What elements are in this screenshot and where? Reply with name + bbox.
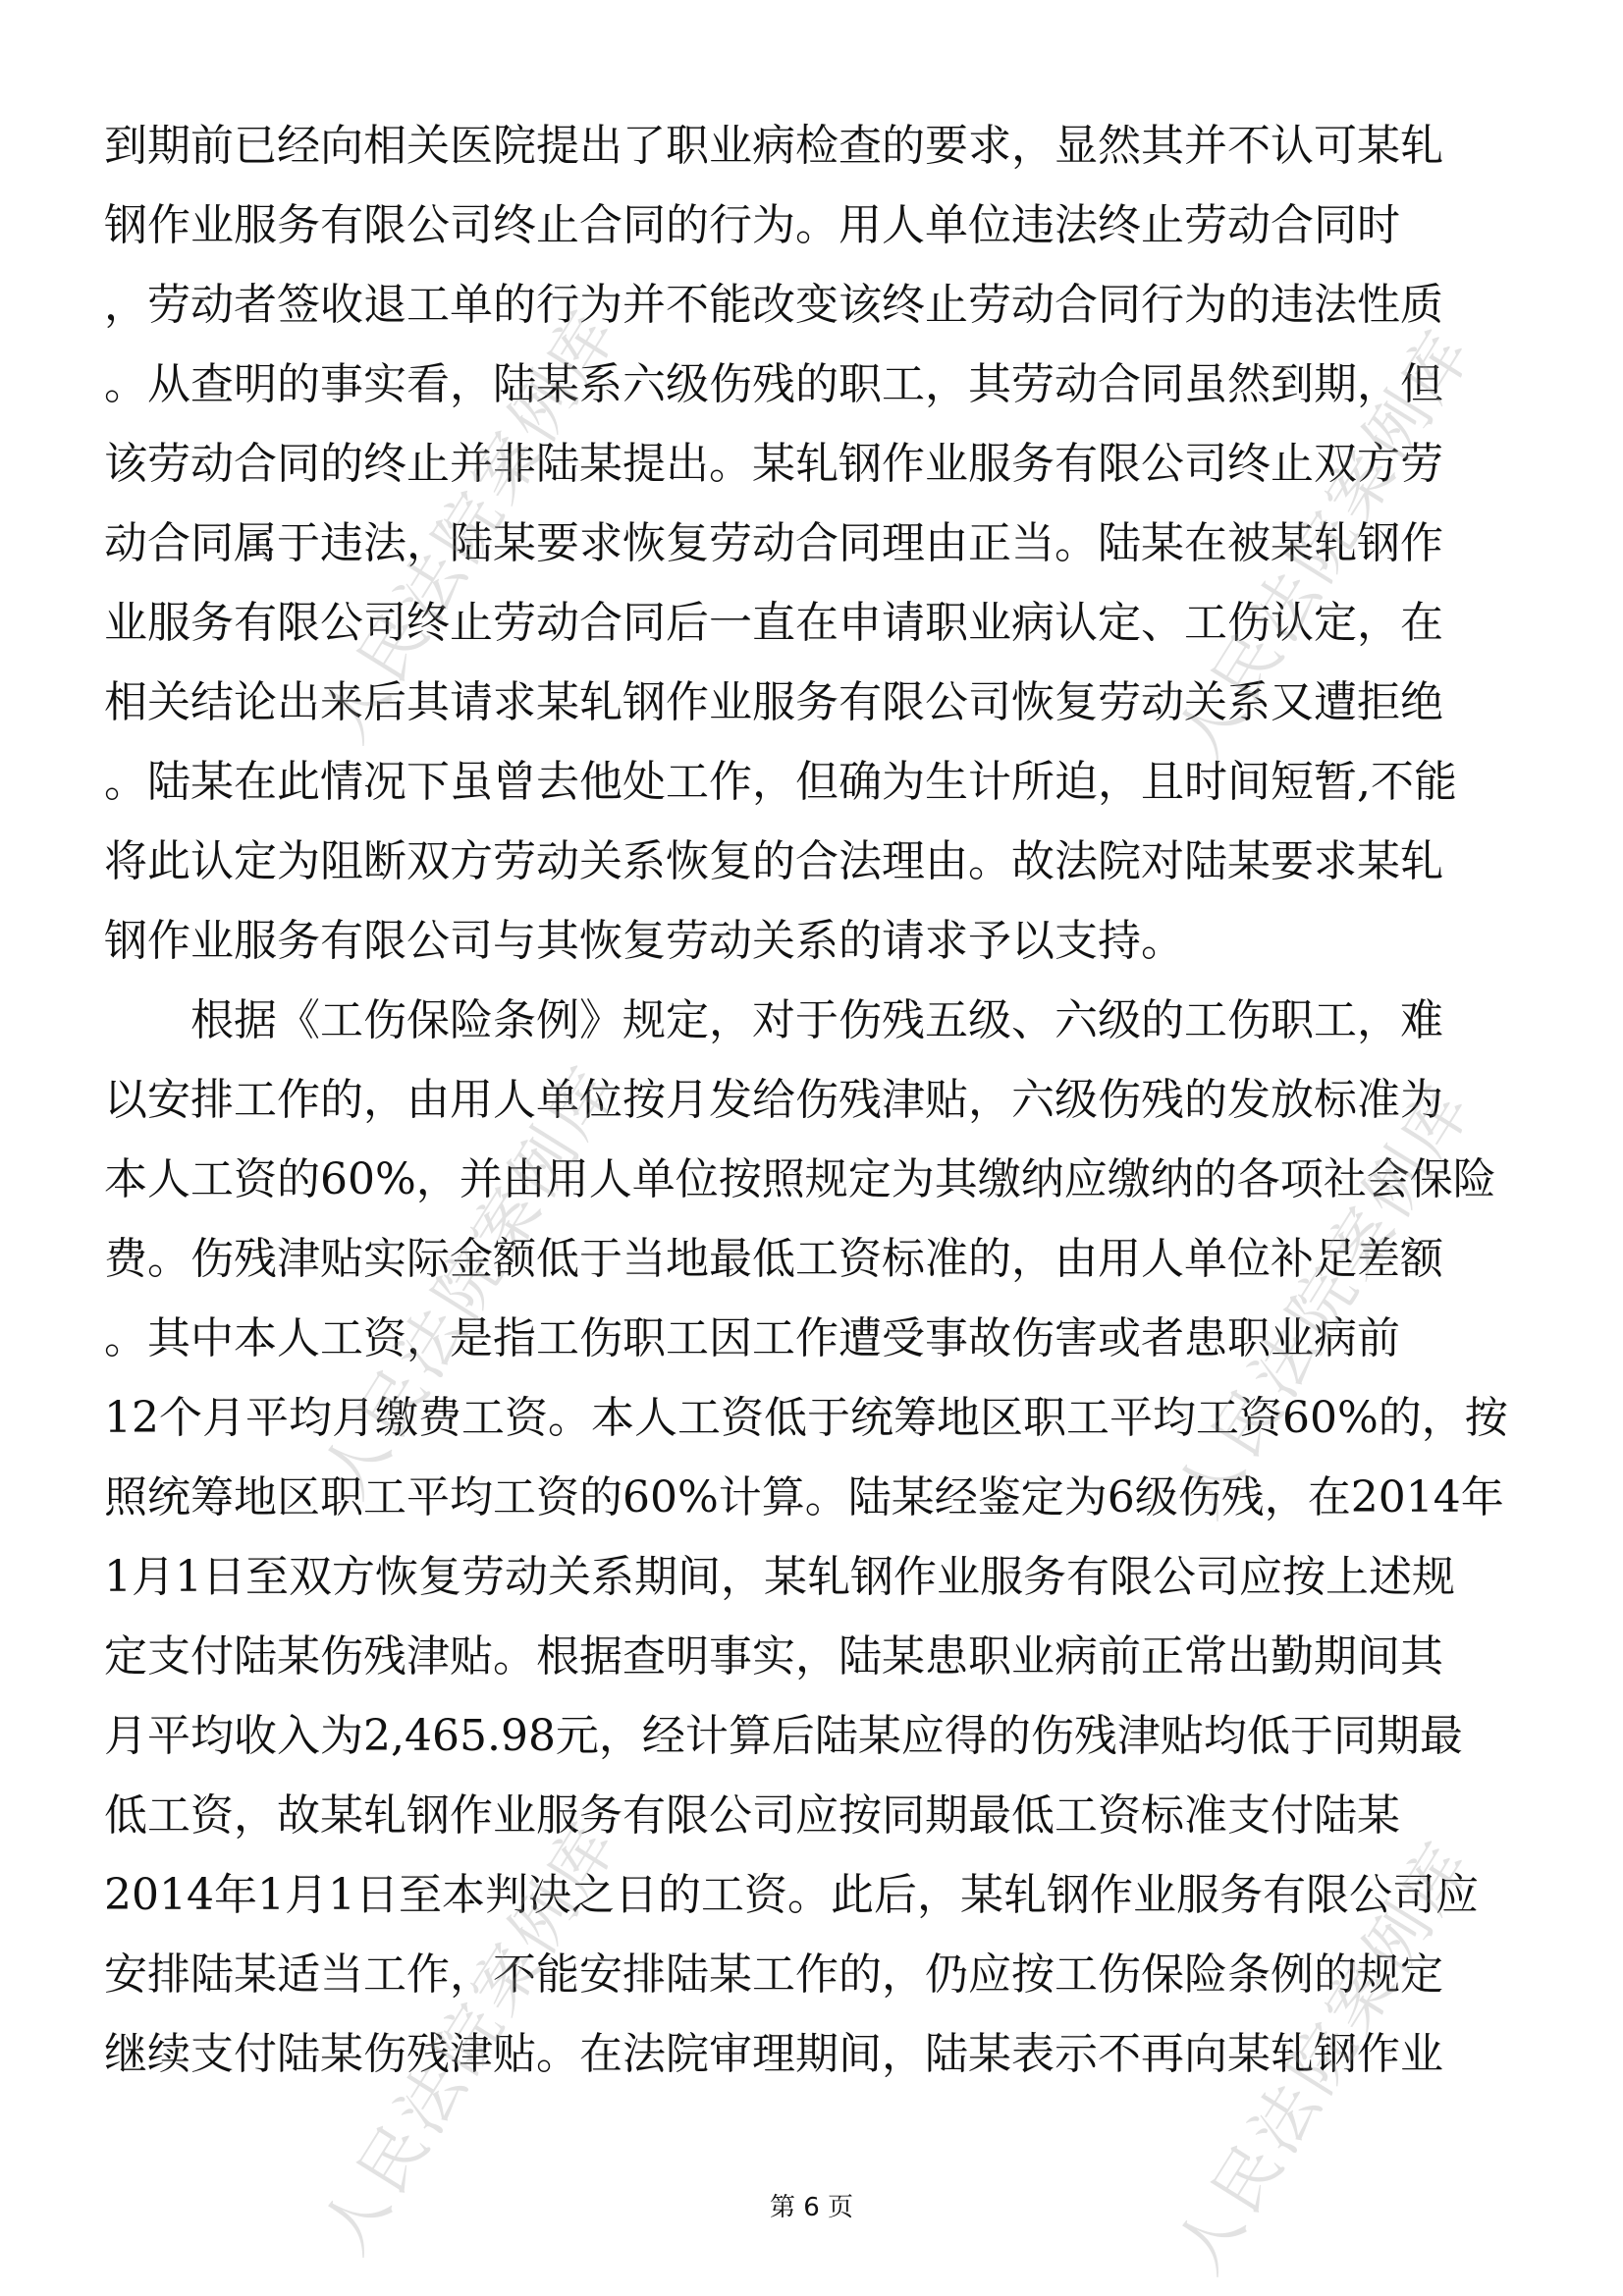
text-line: 继续支付陆某伤残津贴。在法院审理期间，陆某表示不再向某轧钢作业: [104, 2029, 1443, 2079]
text-line: 定支付陆某伤残津贴。根据查明事实，陆某患职业病前正常出勤期间其: [104, 1631, 1443, 1682]
text-line: ，劳动者签收退工单的行为并不能改变该终止劳动合同行为的违法性质: [104, 280, 1443, 330]
text-line: 照统筹地区职工平均工资的60%计算。陆某经鉴定为6级伤残，在2014年: [104, 1472, 1504, 1522]
text-line: 相关结论出来后其请求某轧钢作业服务有限公司恢复劳动关系又遭拒绝: [104, 677, 1443, 727]
text-line: 根据《工伤保险条例》规定，对于伤残五级、六级的工伤职工，难: [104, 995, 1443, 1045]
watermark: 人民法院案例库: [306, 294, 634, 755]
text-line: 12个月平均月缴费工资。本人工资低于统筹地区职工平均工资60%的，按: [104, 1393, 1508, 1443]
text-line: 钢作业服务有限公司与其恢复劳动关系的请求予以支持。: [104, 916, 1184, 966]
text-line: 到期前已经向相关医院提出了职业病检查的要求，显然其并不认可某轧: [104, 121, 1443, 171]
watermark: 人民法院案例库: [306, 1806, 634, 2267]
watermark: 人民法院案例库: [1161, 1826, 1488, 2286]
watermark: 人民法院案例库: [1161, 314, 1488, 774]
text-line: 低工资，故某轧钢作业服务有限公司应按同期最低工资标准支付陆某: [104, 1790, 1400, 1841]
text-line: 本人工资的60%，并由用人单位按照规定为其缴纳应缴纳的各项社会保险: [104, 1154, 1496, 1204]
watermark: 人民法院案例库: [306, 1050, 634, 1511]
text-line: 1月1日至双方恢复劳动关系期间，某轧钢作业服务有限公司应按上述规: [104, 1552, 1455, 1602]
text-line: 钢作业服务有限公司终止合同的行为。用人单位违法终止劳动合同时: [104, 200, 1400, 250]
text-line: 。其中本人工资，是指工伤职工因工作遭受事故伤害或者患职业病前: [104, 1313, 1400, 1363]
page-number: 第 6 页: [769, 2193, 854, 2222]
text-line: 该劳动合同的终止并非陆某提出。某轧钢作业服务有限公司终止双方劳: [104, 439, 1443, 489]
text-line: 费。伤残津贴实际金额低于当地最低工资标准的，由用人单位补足差额: [104, 1234, 1443, 1284]
text-line: 安排陆某适当工作，不能安排陆某工作的，仍应按工伤保险条例的规定: [104, 1949, 1443, 2000]
text-line: 。从查明的事实看，陆某系六级伤残的职工，其劳动合同虽然到期，但: [104, 359, 1443, 409]
document-body: [104, 106, 1528, 2094]
text-line: 业服务有限公司终止劳动合同后一直在申请职业病认定、工伤认定，在: [104, 598, 1443, 648]
text-line: 将此认定为阻断双方劳动关系恢复的合法理由。故法院对陆某要求某轧: [104, 836, 1443, 886]
text-line: 动合同属于违法，陆某要求恢复劳动合同理由正当。陆某在被某轧钢作: [104, 518, 1443, 568]
text-line: 以安排工作的，由用人单位按月发给伤残津贴，六级伤残的发放标准为: [104, 1075, 1443, 1125]
text-line: 。陆某在此情况下虽曾去他处工作，但确为生计所迫，且时间短暂,不能: [104, 757, 1457, 807]
watermark: 人民法院案例库: [1161, 1070, 1488, 1530]
text-line: 2014年1月1日至本判决之日的工资。此后，某轧钢作业服务有限公司应: [104, 1870, 1479, 1920]
text-line: 月平均收入为2,465.98元，经计算后陆某应得的伤残津贴均低于同期最: [104, 1711, 1463, 1761]
